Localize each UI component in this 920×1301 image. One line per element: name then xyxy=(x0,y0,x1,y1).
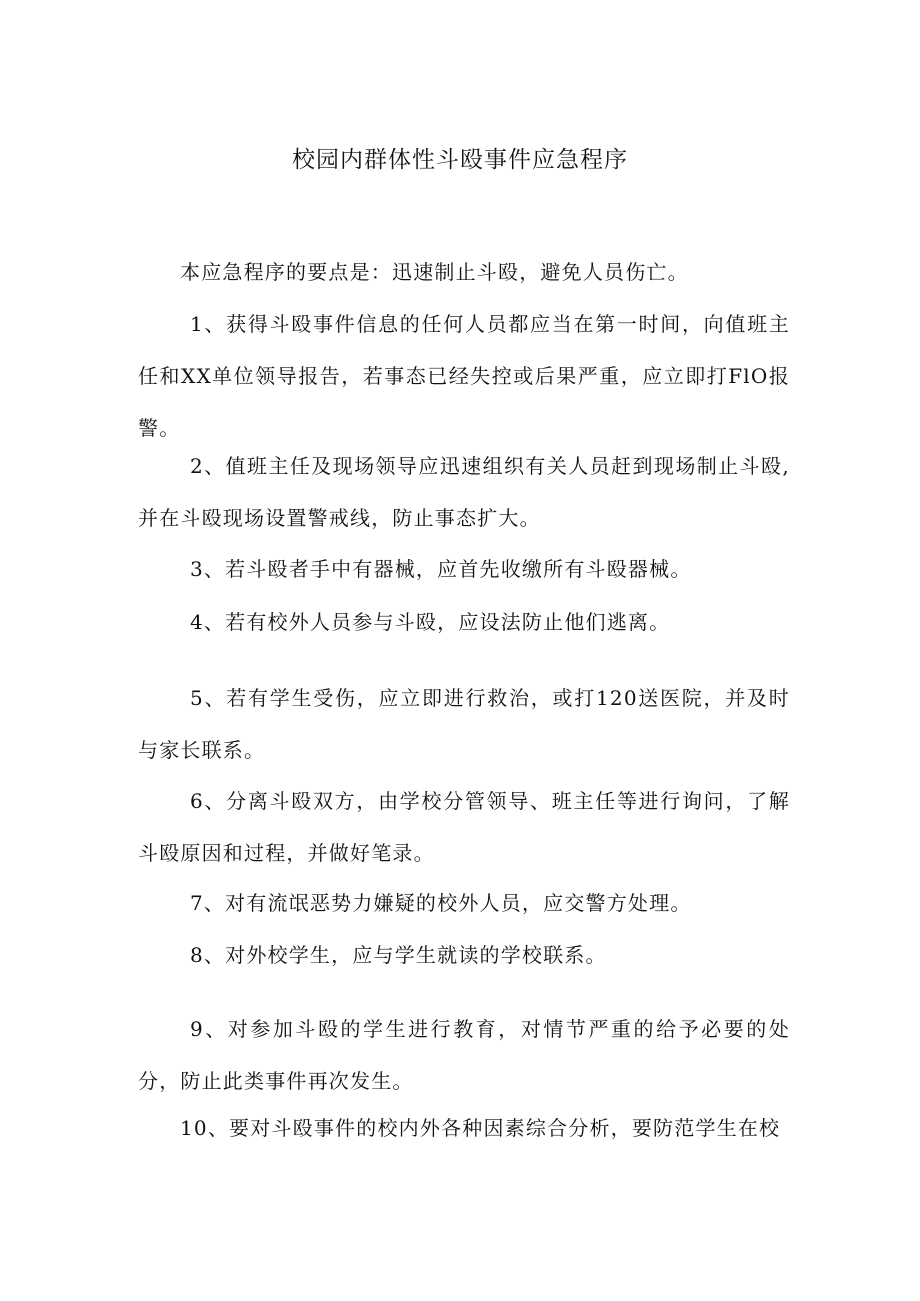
procedure-item-10: 10、要对斗殴事件的校内外各种因素综合分析，要防范学生在校 xyxy=(180,1116,781,1140)
procedure-item-6: 6、分离斗殴双方，由学校分管领导、班主任等进行询问，了解斗殴原因和过程，并做好笔录。 xyxy=(138,789,790,865)
procedure-item-2: 2、值班主任及现场领导应迅速组织有关人员赶到现场制止斗殴,并在斗殴现场设置警戒线，防止事态扩大。 xyxy=(138,454,790,530)
procedure-item-4: 4、若有校外人员参与斗殴，应设法防止他们逃离。 xyxy=(190,610,671,634)
document-title: 校园内群体性斗殴事件应急程序 xyxy=(292,147,628,173)
procedure-item-9: 9、对参加斗殴的学生进行教育，对情节严重的给予必要的处分，防止此类事件再次发生。 xyxy=(138,1017,790,1093)
procedure-item-7: 7、对有流氓恶势力嫌疑的校外人员，应交警方处理。 xyxy=(190,891,692,915)
procedure-item-1: 1、获得斗殴事件信息的任何人员都应当在第一时间，向值班主任和XX单位领导报告，若事态已经失控或后果严重，应立即打FlO报警。 xyxy=(138,312,790,440)
procedure-item-3: 3、若斗殴者手中有器械，应首先收缴所有斗殴器械。 xyxy=(190,557,692,581)
intro-paragraph: 本应急程序的要点是：迅速制止斗殴，避免人员伤亡。 xyxy=(180,260,689,284)
procedure-item-8: 8、对外校学生，应与学生就读的学校联系。 xyxy=(190,943,607,967)
procedure-item-5: 5、若有学生受伤，应立即进行救治，或打120送医院，并及时与家长联系。 xyxy=(138,686,790,762)
